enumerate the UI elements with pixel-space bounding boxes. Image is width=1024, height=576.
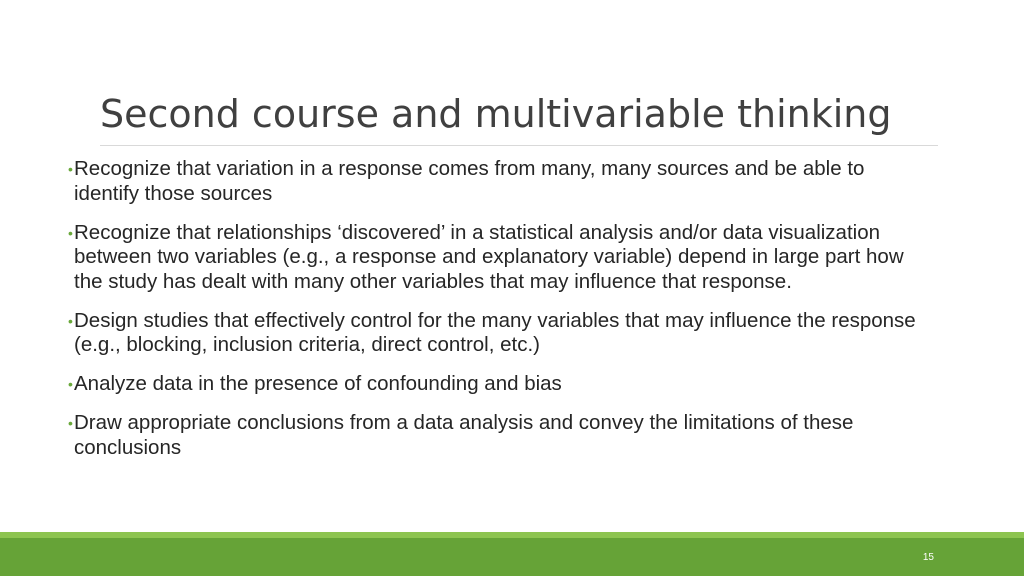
bullet-dot-icon: • [68, 376, 73, 392]
bullet-dot-icon: • [68, 415, 73, 431]
bullet-text: Analyze data in the presence of confounding and bias [74, 372, 562, 395]
footer-band [0, 538, 1024, 576]
page-number: 15 [922, 552, 934, 563]
bullet-item [68, 308, 934, 358]
bullet-text: Design studies that effectively control for the many variables that may influence the response (e.g., blocking, inclusion criteria, direct control, etc.) [74, 308, 916, 356]
title-divider [100, 145, 938, 146]
bullet-text: Draw appropriate conclusions from a data analysis and convey the limitations of these conclusions [74, 411, 854, 459]
bullet-dot-icon: • [68, 224, 73, 241]
bullet-item [68, 411, 934, 460]
bullet-text: Recognize that variation in a response comes from many, many sources and be able to identify those sources [74, 157, 865, 205]
bullet-dot-icon: • [68, 312, 73, 329]
bullet-item [68, 157, 934, 206]
bullet-dot-icon: • [68, 161, 73, 177]
slide-title: Second course and multivariable thinking [100, 92, 892, 136]
bullet-item [68, 372, 934, 397]
bullet-text: Recognize that relationships ‘discovered’ in a statistical analysis and/or data visualization between two variables (e.g., a response and explanatory variable) depend in large part how the study has dealt with many other variables that may influence that response. [74, 220, 904, 293]
bullet-item [68, 220, 934, 295]
bullet-list [68, 157, 934, 475]
